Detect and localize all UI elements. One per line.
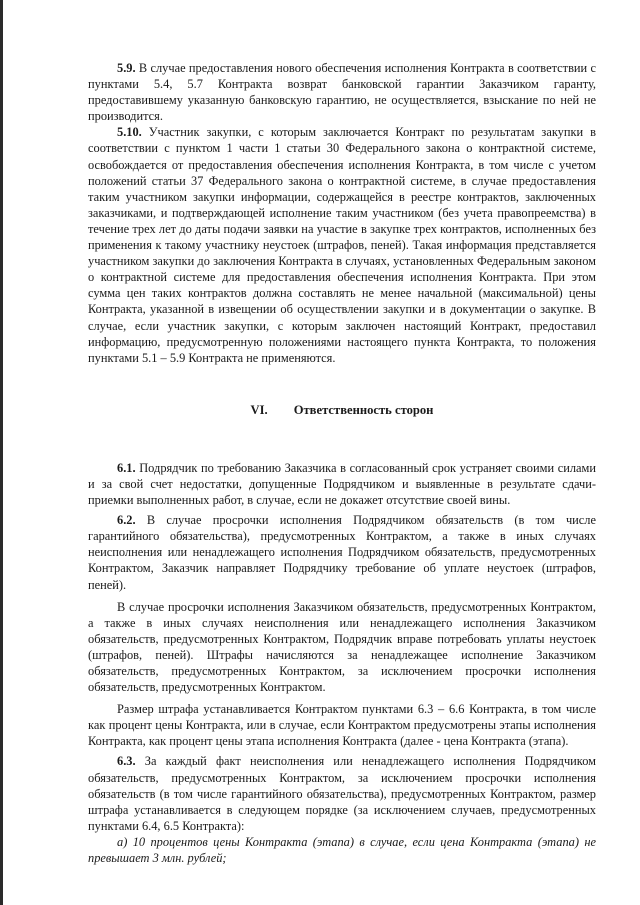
clause-number: 6.1. xyxy=(117,460,136,475)
spacer xyxy=(88,366,596,402)
clause-number: 6.3. xyxy=(117,754,136,769)
clause-number: 5.10. xyxy=(117,125,142,140)
paragraph-6-1 xyxy=(88,460,596,508)
paragraph-5-10 xyxy=(88,124,596,365)
clause-text: Подрядчик по требованию Заказчика в согласованный срок устраняет своими силами и за свой счет недостатки, допущенные Подрядчиком и выявленные в результате сдачи-приемки выполненных работ, в случае, если не докажет отсутствие своей вины. xyxy=(88,460,596,508)
clause-text: В случае просрочки исполнения Подрядчиком обязательств (в том числе гарантийного обязательства), предусмотренных Контрактом, а также в иных случаях неисполнения или ненадлежащего исполнения Подрядчиком обязательств, предусмотренных Контрактом, Заказчик направляет Подрядчику требование об уплате неустоек (штрафов, пеней). xyxy=(88,513,596,592)
list-item-a: а) 10 процентов цены Контракта (этапа) в случае, если цена Контракта (этапа) не превышает 3 млн. рублей; xyxy=(88,834,596,866)
scan-edge-mark xyxy=(0,0,3,905)
clause-number: 6.2. xyxy=(117,513,136,528)
paragraph-6-3 xyxy=(88,753,596,833)
clause-text: В случае просрочки исполнения Заказчиком обязательств, предусмотренных Контрактом, а также в иных случаях неисполнения или ненадлежащего исполнения Заказчиком обязательств, предусмотренных Контрактом, Подрядчик вправе потребовать уплаты неустоек (штрафов, пеней). Штрафы начисляются за ненадлежащее исполнение Заказчиком обязательств, предусмотренных Контрактом, за исключением просрочки исполнения обязательств, предусмотренных Контрактом. xyxy=(88,599,596,695)
clause-text: В случае предоставления нового обеспечения исполнения Контракта в соответствии с пунктами 5.4, 5.7 Контракта возврат банковской гарантии Заказчиком гаранту, предоставившему указанную банковскую гарантию, не осуществляется, взыскание по ней не производится. xyxy=(88,61,596,124)
paragraph-5-9 xyxy=(88,60,596,124)
clause-text: За каждый факт неисполнения или ненадлежащего исполнения Подрядчиком обязательств, предусмотренных Контрактом, за исключением просрочки исполнения обязательств (в том числе гарантийного обязательства), предусмотренных Контрактом, размер штрафа устанавливается в следующем порядке (за исключением случаев, предусмотренных пунктами 6.4, 6.5 Контракта): xyxy=(88,754,596,833)
clause-text: Размер штрафа устанавливается Контрактом пунктами 6.3 – 6.6 Контракта, в том числе как процент цены Контракта, или в случае, если Контрактом предусмотрены этапы исполнения Контракта, как процент цены этапа исполнения Контракта (далее - цена Контракта (этапа). xyxy=(88,702,596,749)
paragraph-6-2-customer xyxy=(88,599,596,696)
paragraph-6-2 xyxy=(88,512,596,592)
paragraph-fine-size xyxy=(88,701,596,749)
section-title: Ответственность сторон xyxy=(293,402,434,417)
section-number: VI. xyxy=(250,402,268,417)
document-page xyxy=(88,60,596,866)
clause-number: 5.9. xyxy=(117,61,136,75)
section-heading xyxy=(88,402,596,418)
spacer xyxy=(88,418,596,460)
clause-text: Участник закупки, с которым заключается Контракт по результатам закупки в соответствии с пунктом 1 части 1 статьи 30 Федерального закона о контрактной системе, освобождается от предоставления обеспечения исполнения Контракта, в том числе с учетом положений статьи 37 Федерального закона о контрактной системе, в случае предоставления таким участником закупки информации, содержащейся в реестре контрактов, заключенных заказчиками, и подтверждающей исполнение таким участником (без учета правопреемства) в течение трех лет до даты подачи заявки на участие в закупке трех контрактов, исполненных без применения к такому участнику неустоек (штрафов, пеней). Такая информация представляется участником закупки до заключения Контракта в случаях, установленных Федеральным законом о контрактной системе для предоставления обеспечения исполнения Контракта. При этом сумма цен таких контрактов должна составлять не менее начальной (максимальной) цены Контракта, указанной в извещении об осуществлении закупки и в документации о закупке. В случае, если участник закупки, с которым заключен настоящий Контракт, предоставил информацию, предусмотренную положениями настоящего пункта Контракта, то положения пунктами 5.1 – 5.9 Контракта не применяются. xyxy=(88,125,596,365)
